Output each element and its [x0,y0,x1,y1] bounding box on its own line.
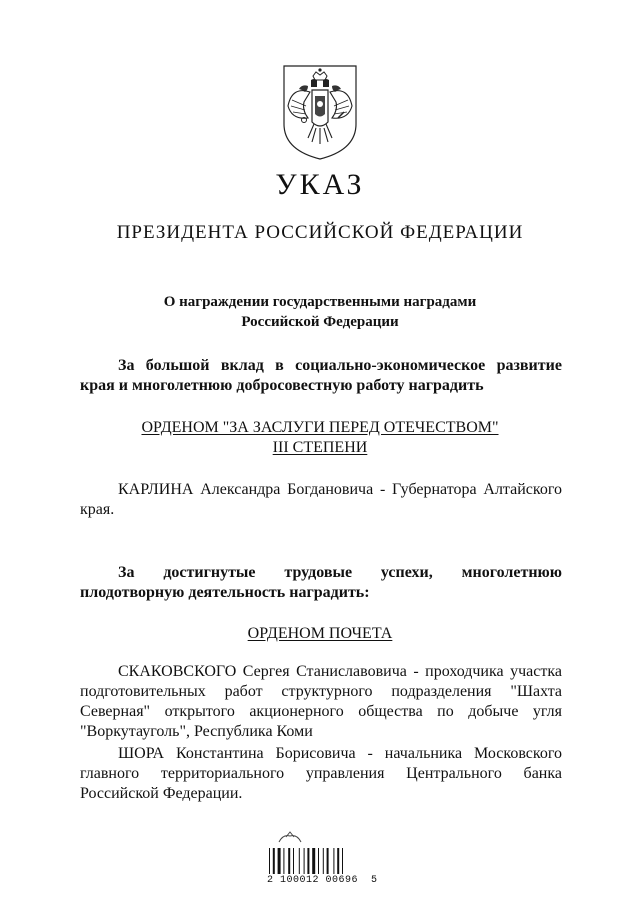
barcode-bar [342,848,343,874]
intro-word: в [275,357,284,374]
barcode-bar [312,848,315,874]
intro-word: многолетнюю [461,564,562,581]
coat-of-arms-emblem [280,62,360,162]
intro-word: За [118,357,135,374]
barcode-bar [278,848,281,874]
section2-intro-line1 [80,563,562,583]
order-fatherland-line1: ОРДЕНОМ "ЗА ЗАСЛУГИ ПЕРЕД ОТЕЧЕСТВОМ" [141,419,499,436]
barcode-bar [269,848,270,874]
order-fatherland-line2: III СТЕПЕНИ [272,439,368,456]
awardee-karlin: КАРЛИНА Александра Богдановича - Губернатора Алтайского края. [80,481,562,518]
barcode-bar [333,848,334,874]
intro-word: большой [145,357,210,374]
intro-word: вклад [220,357,264,374]
document-title: УКАЗ [275,168,365,201]
barcode-bar [283,848,284,874]
section2-intro [80,563,562,603]
barcode-icon [267,848,363,874]
awardee-skakovsky: СКАКОВСКОГО Сергея Станиславовича - проходчика участка подготовительных работ структурного подразделения "Шахта Северная" открытого акционерного общества по добыче угля "Воркутауголь", Республика Коми [80,663,562,740]
barcode-bar [304,848,305,874]
barcode-bar [327,848,329,874]
intro-word: достигнутые [163,564,256,581]
section1-intro-line2: края и многолетнюю добросовестную работу наградить [80,377,484,394]
order-fatherland-merit [0,418,640,458]
intro-word: За [118,564,135,581]
barcode-number: 2 100012 00696 5 [267,875,378,886]
barcode-bar [307,848,309,874]
document-subtitle: ПРЕЗИДЕНТА РОССИЙСКОЙ ФЕДЕРАЦИИ [116,222,524,243]
barcode-bar [323,848,324,874]
decree-subject [0,292,640,332]
decree-subject-line2: Российской Федерации [241,314,399,330]
barcode-bar [293,848,294,874]
section2-intro-line2: плодотворную деятельность наградить: [80,584,370,601]
intro-word: социально-экономическое [295,357,486,374]
barcode-block [267,830,378,886]
awardee-shor: ШОРА Константина Борисовича - начальника Московского главного территориального управления Центрального банка Российской Федерации. [80,745,562,802]
order-of-honour-label: ОРДЕНОМ ПОЧЕТА [247,625,393,642]
barcode-bar [318,848,319,874]
barcode-bar [299,848,300,874]
order-of-honour [0,624,640,644]
intro-word: развитие [496,357,562,374]
barcode-bar [337,848,339,874]
registry-mark-icon [277,831,303,843]
section1-intro-line1 [80,356,562,376]
decree-subject-line1: О награждении государственными наградами [163,294,477,310]
intro-word: трудовые [284,564,353,581]
barcode-bar [273,848,275,874]
barcode-bar [288,848,290,874]
section1-intro [80,356,562,396]
intro-word: успехи, [380,564,433,581]
